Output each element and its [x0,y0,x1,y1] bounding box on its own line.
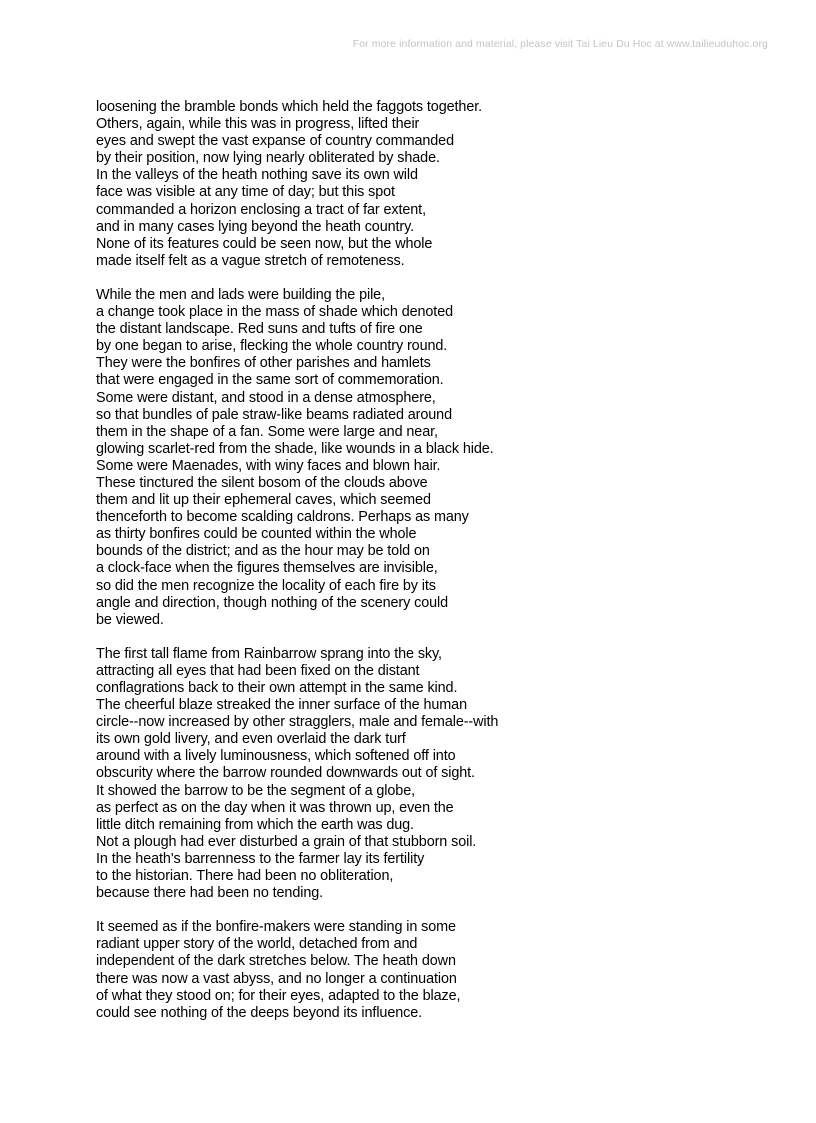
text-line: The first tall flame from Rainbarrow sprang into the sky, [96,645,442,662]
paragraph [96,646,776,902]
text-line: by one began to arise, flecking the whole country round. [96,338,448,355]
text-line: little ditch remaining from which the earth was dug. [96,816,414,833]
text-line: as thirty bonfires could be counted within the whole [96,526,417,543]
text-line: to the historian. There had been no obliteration, [96,868,394,885]
text-line: None of its features could be seen now, but the whole [96,235,433,252]
text-line: commanded a horizon enclosing a tract of far extent, [96,201,426,218]
text-line: the distant landscape. Red suns and tufts of fire one [96,321,423,338]
text-line: eyes and swept the vast expanse of country commanded [96,133,454,150]
text-line: Some were Maenades, with winy faces and blown hair. [96,457,441,474]
text-line: its own gold livery, and even overlaid the dark turf [96,731,406,748]
text-line: so that bundles of pale straw-like beams radiated around [96,406,452,423]
text-line: They were the bonfires of other parishes and hamlets [96,355,431,372]
text-line: bounds of the district; and as the hour may be told on [96,543,430,560]
text-line: because there had been no tending. [96,885,324,902]
document-body [96,99,776,1039]
paragraph [96,99,776,270]
text-line: attracting all eyes that had been fixed on the distant [96,662,420,679]
text-line: around with a lively luminousness, which softened off into [96,748,456,765]
paragraph [96,919,776,1022]
text-line: It seemed as if the bonfire-makers were standing in some [96,919,456,936]
text-line: The cheerful blaze streaked the inner surface of the human [96,697,467,714]
text-line: independent of the dark stretches below. The heath down [96,953,456,970]
text-line: of what they stood on; for their eyes, adapted to the blaze, [96,987,461,1004]
text-line: In the heath's barrenness to the farmer lay its fertility [96,850,425,867]
text-line: and in many cases lying beyond the heath country. [96,218,415,235]
text-line: by their position, now lying nearly obliterated by shade. [96,150,440,167]
text-line: a clock-face when the figures themselves are invisible, [96,560,438,577]
text-line: there was now a vast abyss, and no longer a continuation [96,970,457,987]
text-line: In the valleys of the heath nothing save its own wild [96,167,418,184]
header-note: For more information and material, please visit Tai Lieu Du Hoc at www.tailieuduhoc.org [352,38,768,50]
text-line: so did the men recognize the locality of each fire by its [96,577,436,594]
text-line: them in the shape of a fan. Some were large and near, [96,423,438,440]
text-line: them and lit up their ephemeral caves, which seemed [96,492,431,509]
text-line: made itself felt as a vague stretch of remoteness. [96,252,405,269]
paragraph [96,287,776,629]
text-line: face was visible at any time of day; but this spot [96,184,395,201]
text-line: conflagrations back to their own attempt in the same kind. [96,680,458,696]
text-line: obscurity where the barrow rounded downwards out of sight. [96,765,475,782]
text-line: circle--now increased by other stragglers, male and female--with [96,714,499,731]
text-line: It showed the barrow to be the segment of a globe, [96,782,415,799]
text-line: angle and direction, though nothing of the scenery could [96,594,449,611]
text-line: Some were distant, and stood in a dense atmosphere, [96,389,436,406]
text-line: These tinctured the silent bosom of the clouds above [96,474,428,491]
text-line: While the men and lads were building the pile, [96,286,385,303]
text-line: be viewed. [96,611,164,628]
text-line: that were engaged in the same sort of commemoration. [96,372,444,389]
text-line: Others, again, while this was in progress, lifted their [96,116,420,133]
text-line: could see nothing of the deeps beyond its influence. [96,1004,423,1021]
text-line: glowing scarlet-red from the shade, like wounds in a black hide. [96,440,494,457]
text-line: as perfect as on the day when it was thrown up, even the [96,799,454,816]
text-line: a change took place in the mass of shade which denoted [96,304,454,321]
text-line: thenceforth to become scalding caldrons. Perhaps as many [96,509,469,526]
text-line: radiant upper story of the world, detached from and [96,936,418,953]
text-line: Not a plough had ever disturbed a grain of that stubborn soil. [96,833,477,850]
text-line: loosening the bramble bonds which held the faggots together. [96,99,483,115]
